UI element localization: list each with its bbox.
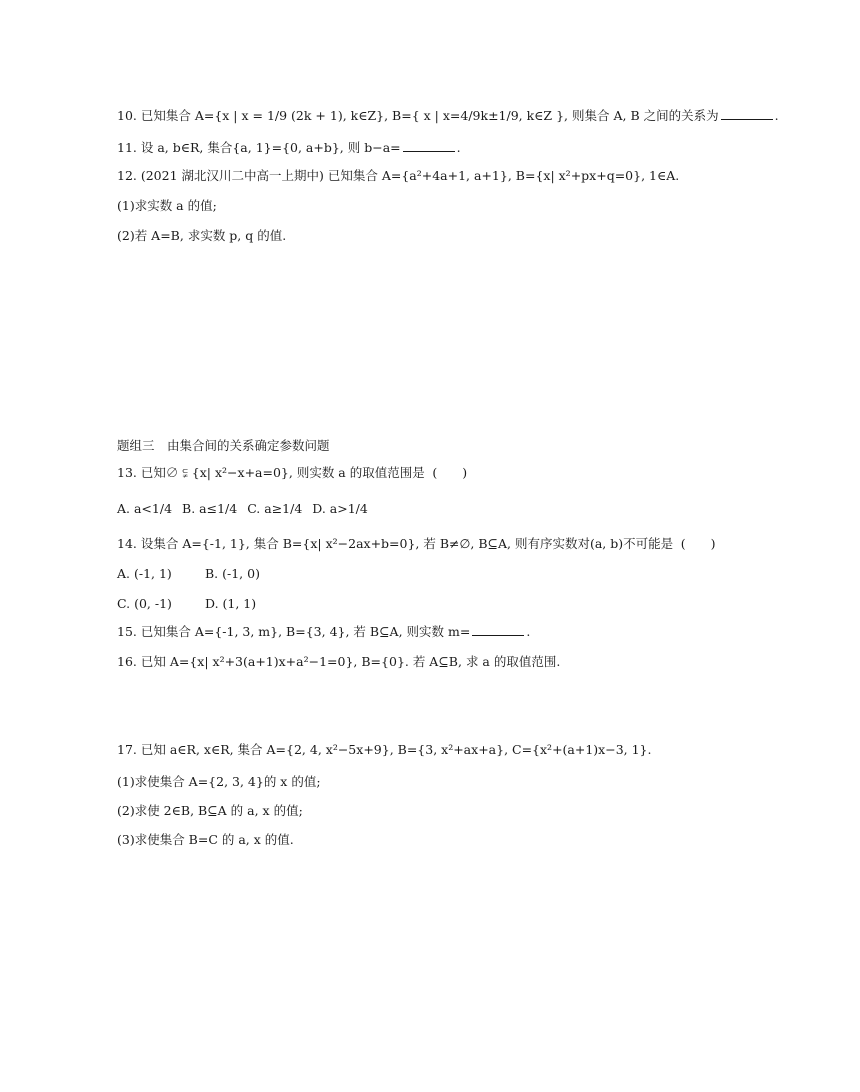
question-10-end: .: [774, 108, 779, 123]
question-10-text: 10. 已知集合 A={x | x = 1/9 (2k + 1), k∈Z}, B={ x | x=4/9k±1/9, k∈Z }, 则集合 A, B 之间的关系为: [117, 108, 719, 123]
option-b[interactable]: B. (-1, 0): [205, 566, 260, 581]
question-14-options-row-1: [117, 564, 417, 584]
question-17-part-2: (2)求使 2∈B, B⊆A 的 a, x 的值;: [117, 803, 303, 818]
question-15: [117, 622, 530, 642]
option-a[interactable]: A. a<1/4: [117, 501, 173, 516]
question-14-options-row-2: [117, 594, 417, 614]
option-a[interactable]: A. (-1, 1): [117, 566, 172, 581]
question-10: [117, 106, 779, 126]
question-11: [117, 138, 461, 158]
question-17: 17. 已知 a∈R, x∈R, 集合 A={2, 4, x²−5x+9}, B={3, x²+ax+a}, C={x²+(a+1)x−3, 1}.: [117, 742, 652, 757]
question-12-text: 12. (2021 湖北汉川二中高一上期中) 已知集合 A={a²+4a+1, a+1}, B={x| x²+px+q=0}, 1∈A.: [117, 168, 680, 183]
question-14-text: 14. 设集合 A={-1, 1}, 集合 B={x| x²−2ax+b=0}, 若 B≠∅, B⊆A, 则有序实数对(a, b)不可能是: [117, 536, 674, 551]
question-13-text: 13. 已知∅ ⫋ {x| x²−x+a=0}, 则实数 a 的取值范围是: [117, 465, 425, 480]
option-d[interactable]: D. (1, 1): [205, 596, 257, 611]
question-14: [117, 534, 723, 554]
question-16: 16. 已知 A={x| x²+3(a+1)x+a²−1=0}, B={0}. 若 A⊆B, 求 a 的取值范围.: [117, 654, 561, 669]
answer-blank[interactable]: [472, 623, 524, 636]
option-b[interactable]: B. a≤1/4: [182, 501, 238, 516]
answer-blank[interactable]: [403, 139, 455, 152]
option-d[interactable]: D. a>1/4: [312, 501, 368, 516]
section-title: 题组三 由集合间的关系确定参数问题: [117, 438, 330, 453]
question-17-part-1: (1)求使集合 A={2, 3, 4}的 x 的值;: [117, 774, 321, 789]
question-13: [117, 463, 475, 483]
option-c[interactable]: C. (0, -1): [117, 596, 172, 611]
answer-paren[interactable]: ( ): [432, 465, 468, 480]
question-15-end: .: [526, 624, 531, 639]
answer-blank[interactable]: [721, 107, 773, 120]
question-13-options: [117, 499, 368, 519]
question-11-end: .: [456, 140, 461, 155]
question-12: [117, 166, 679, 186]
answer-paren[interactable]: ( ): [680, 536, 716, 551]
question-12-part-1: (1)求实数 a 的值;: [117, 198, 217, 213]
question-11-text: 11. 设 a, b∈R, 集合{a, 1}={0, a+b}, 则 b−a=: [117, 140, 401, 155]
question-17-part-3: (3)求使集合 B=C 的 a, x 的值.: [117, 832, 294, 847]
option-c[interactable]: C. a≥1/4: [247, 501, 303, 516]
question-15-text: 15. 已知集合 A={-1, 3, m}, B={3, 4}, 若 B⊆A, 则实数 m=: [117, 624, 471, 639]
question-12-part-2: (2)若 A=B, 求实数 p, q 的值.: [117, 228, 287, 243]
